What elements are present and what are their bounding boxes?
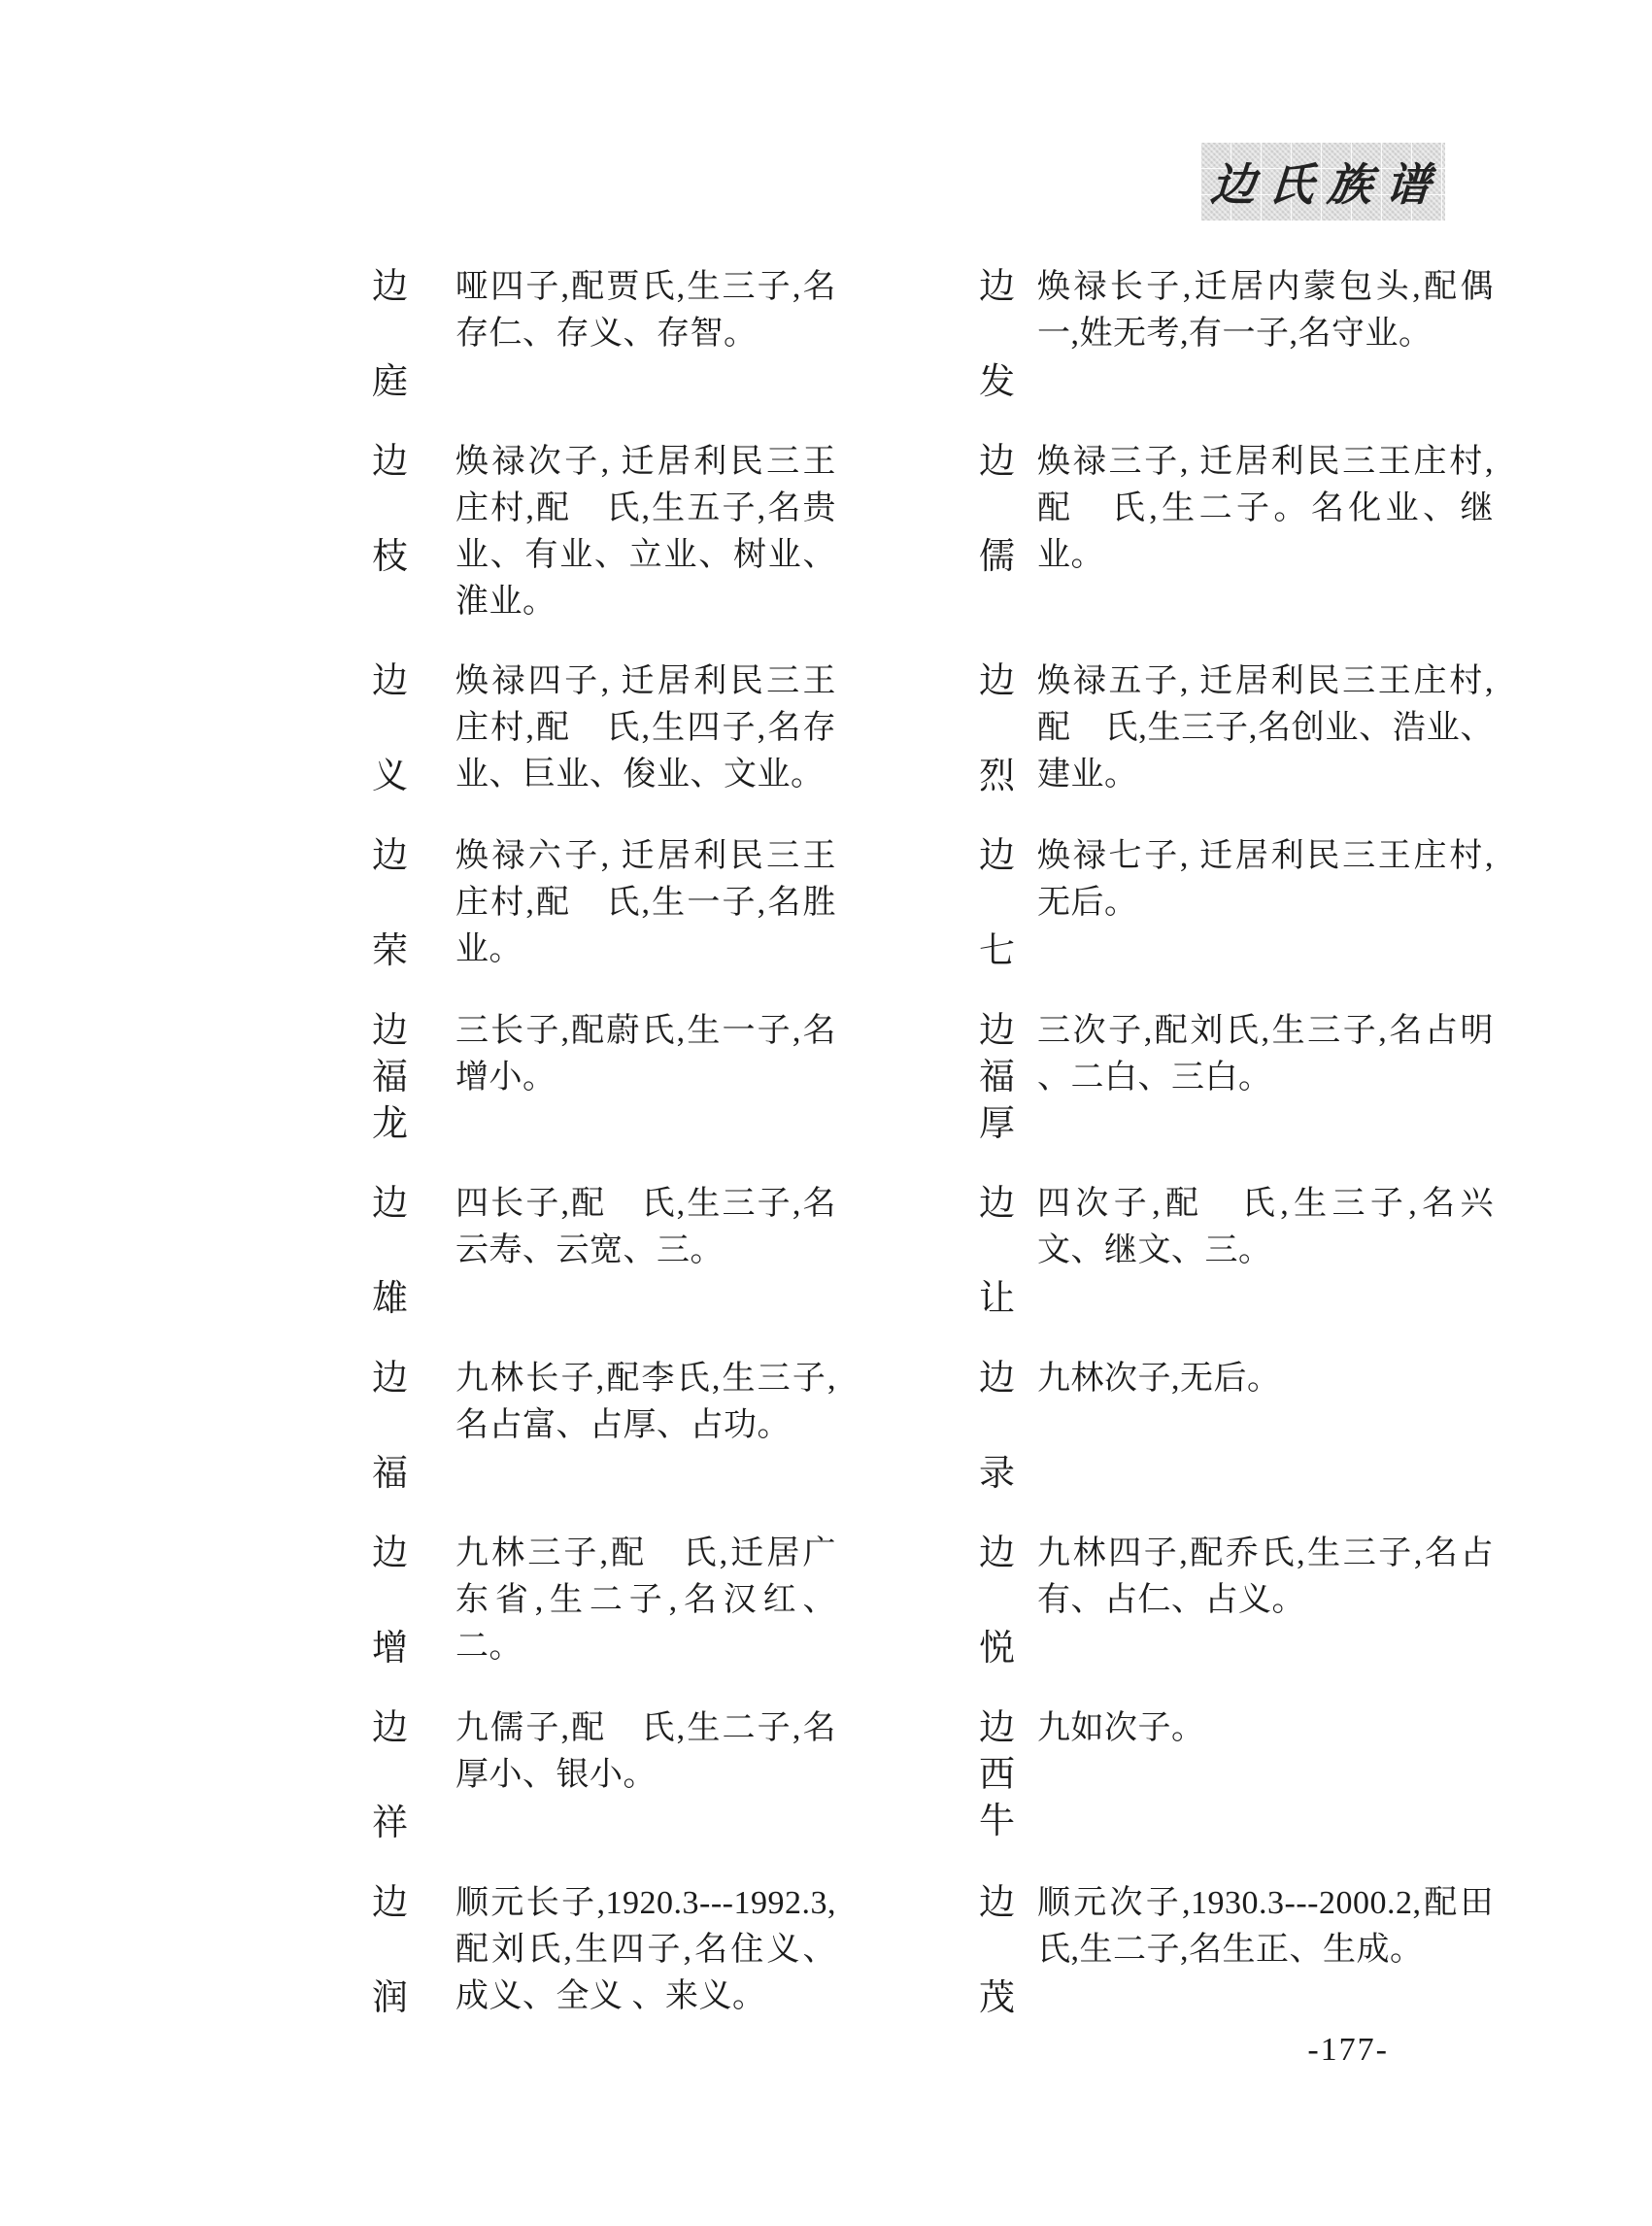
name-char: 边 [372, 1883, 408, 1923]
name-char: 福 [372, 1454, 408, 1494]
name-char: 让 [979, 1279, 1015, 1319]
name-char: 发 [979, 362, 1015, 402]
entry-text: 九林四子,配乔氏,生三子,名占有、占仁、占义。 [1037, 1535, 1494, 1618]
entry-name [372, 1880, 426, 2022]
name-char: 边 [372, 1011, 408, 1051]
entry-name [979, 1531, 1033, 1672]
name-char: 边 [979, 267, 1015, 307]
entry-name [372, 833, 426, 975]
entry-right [979, 264, 1508, 406]
entry-left [372, 1531, 896, 1672]
name-char: 边 [979, 1708, 1015, 1748]
entry-name [979, 658, 1033, 800]
entry-text: 九林三子,配 氏,迁居广东省,生二子,名汉红、二。 [455, 1535, 836, 1665]
name-char: 边 [979, 1011, 1015, 1051]
entry-name [979, 1356, 1033, 1498]
genealogy-row [372, 439, 1518, 625]
name-char: 福 [372, 1058, 408, 1097]
entry-left [372, 1356, 896, 1498]
genealogy-row [372, 1531, 1518, 1672]
entry-name [372, 1008, 426, 1148]
entry-text: 三次子,配刘氏,生三子,名占明 、二白、三白。 [1037, 1013, 1494, 1096]
name-char: 边 [979, 1883, 1015, 1923]
name-char: 茂 [979, 1978, 1015, 2018]
name-char: 边 [979, 1359, 1015, 1399]
entry-left [372, 1181, 896, 1323]
entry-left [372, 1008, 896, 1148]
entry-text: 焕禄五子, 迁居利民三王庄村,配 氏,生三子,名创业、浩业、建业。 [1037, 663, 1494, 793]
entry-name [979, 439, 1033, 581]
name-char: 增 [372, 1629, 408, 1669]
name-char: 祥 [372, 1804, 408, 1843]
entry-text: 哑四子,配贾氏,生三子,名存仁、存义、存智。 [455, 269, 836, 352]
entry-left [372, 1880, 896, 2022]
entry-name [372, 658, 426, 800]
entry-name [979, 833, 1033, 975]
name-char: 边 [372, 267, 408, 307]
name-char: 义 [372, 757, 408, 796]
name-char: 边 [979, 836, 1015, 876]
genealogy-row [372, 1008, 1518, 1148]
name-char: 边 [979, 1184, 1015, 1224]
name-char: 边 [372, 1184, 408, 1224]
entry-text: 焕禄三子, 迁居利民三王庄村,配 氏,生二子。名化业、继业。 [1037, 444, 1494, 573]
genealogy-row [372, 1880, 1518, 2022]
genealogy-row [372, 264, 1518, 406]
name-char: 录 [979, 1454, 1015, 1494]
entry-left [372, 833, 896, 975]
name-char: 边 [372, 836, 408, 876]
entry-name [372, 1181, 426, 1323]
name-char: 七 [979, 931, 1015, 971]
genealogy-row [372, 658, 1518, 800]
entry-text: 三长子,配蔚氏,生一子,名增小。 [455, 1013, 836, 1096]
name-char: 牛 [979, 1802, 1015, 1841]
entry-text: 九儒子,配 氏,生二子,名厚小、银小。 [455, 1710, 836, 1793]
name-char: 儒 [979, 537, 1015, 577]
genealogy-row [372, 1181, 1518, 1323]
name-char: 悦 [979, 1629, 1015, 1669]
entry-text: 九林长子,配李氏,生三子,名占富、占厚、占功。 [455, 1361, 836, 1443]
name-char: 厚 [979, 1104, 1015, 1144]
entry-right [979, 1181, 1508, 1323]
page-number: -177- [1307, 2032, 1389, 2068]
entry-text: 焕禄四子, 迁居利民三王庄村,配 氏,生四子,名存业、巨业、俊业、文业。 [455, 663, 836, 793]
entry-text: 九林次子,无后。 [1037, 1361, 1281, 1397]
entry-name [979, 1880, 1033, 2022]
entry-right [979, 1008, 1508, 1148]
entry-text: 焕禄六子, 迁居利民三王庄村,配 氏,生一子,名胜业。 [455, 838, 836, 967]
entry-text: 焕禄长子,迁居内蒙包头,配偶一,姓无考,有一子,名守业。 [1037, 269, 1494, 352]
name-char: 边 [979, 661, 1015, 701]
entry-name [372, 1705, 426, 1847]
name-char: 龙 [372, 1104, 408, 1144]
genealogy-row [372, 1356, 1518, 1498]
entry-text: 九如次子。 [1037, 1710, 1205, 1746]
entry-left [372, 1705, 896, 1847]
entry-name [979, 1705, 1033, 1845]
entry-text: 焕禄七子, 迁居利民三王庄村,无后。 [1037, 838, 1494, 921]
name-char: 边 [372, 442, 408, 482]
entry-right [979, 833, 1508, 975]
name-char: 边 [979, 1534, 1015, 1573]
entry-text: 顺元长子,1920.3---1992.3,配刘氏,生四子,名住义、成义、全义 、来义。 [455, 1885, 836, 2014]
entry-right [979, 1880, 1508, 2022]
entry-name [372, 439, 426, 581]
entry-left [372, 658, 896, 800]
entry-right [979, 658, 1508, 800]
entry-right [979, 1705, 1508, 1847]
name-char: 庭 [372, 362, 408, 402]
name-char: 烈 [979, 757, 1015, 796]
name-char: 边 [372, 1534, 408, 1573]
entry-name [372, 1531, 426, 1672]
name-char: 枝 [372, 537, 408, 577]
name-char: 边 [372, 1708, 408, 1748]
entry-name [372, 1356, 426, 1498]
name-char: 边 [372, 1359, 408, 1399]
entry-right [979, 1356, 1508, 1498]
entry-right [979, 1531, 1508, 1672]
entry-name [979, 1008, 1033, 1148]
name-char: 福 [979, 1058, 1015, 1097]
genealogy-row [372, 833, 1518, 975]
entry-name [372, 264, 426, 406]
genealogy-entries [372, 264, 1518, 2055]
entry-text: 四长子,配 氏,生三子,名云寿、云宽、三。 [455, 1186, 836, 1268]
name-char: 雄 [372, 1279, 408, 1319]
name-char: 边 [372, 661, 408, 701]
entry-left [372, 264, 896, 406]
name-char: 边 [979, 442, 1015, 482]
name-char: 润 [372, 1978, 408, 2018]
book-title: 边氏族谱 [1208, 160, 1446, 210]
entry-left [372, 439, 896, 625]
entry-name [979, 264, 1033, 406]
entry-name [979, 1181, 1033, 1323]
entry-right [979, 439, 1508, 625]
name-char: 荣 [372, 931, 408, 971]
entry-text: 焕禄次子, 迁居利民三王庄村,配 氏,生五子,名贵业、有业、立业、树业、淮业。 [455, 444, 836, 620]
name-char: 西 [979, 1755, 1015, 1795]
entry-text: 顺元次子,1930.3---2000.2,配田氏,生二子,名生正、生成。 [1037, 1885, 1494, 1968]
genealogy-row [372, 1705, 1518, 1847]
entry-text: 四次子,配 氏,生三子,名兴文、继文、三。 [1037, 1186, 1494, 1268]
book-title-box [1200, 142, 1445, 221]
